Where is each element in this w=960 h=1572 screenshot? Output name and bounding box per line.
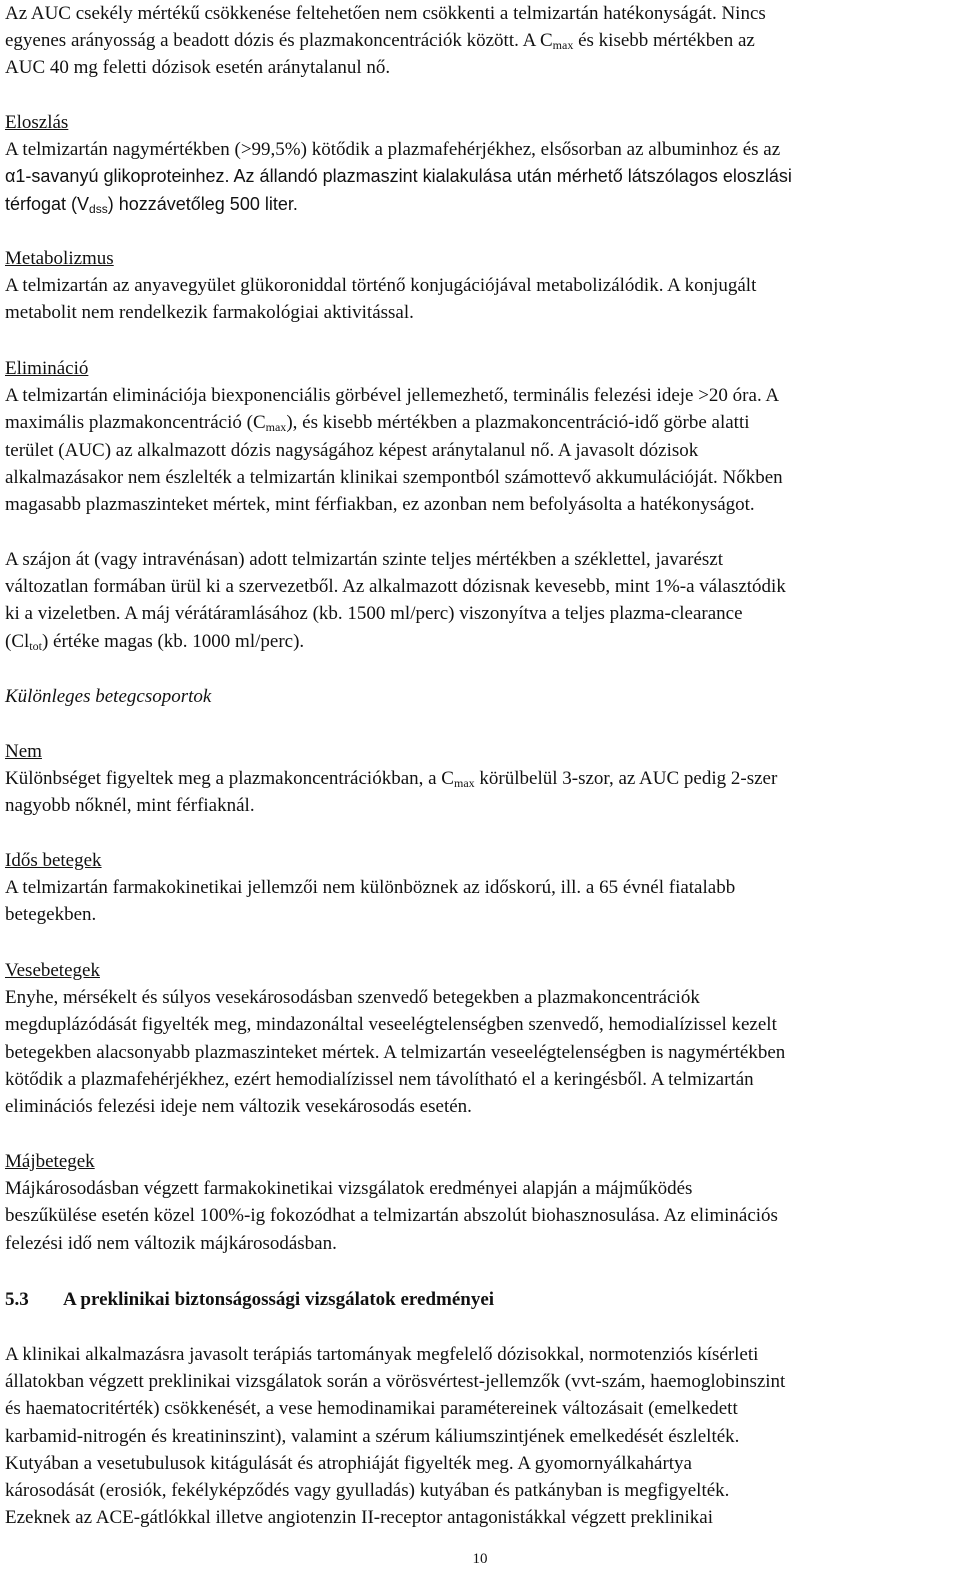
excretion-paragraph [5, 546, 955, 655]
page-number: 10 [472, 1551, 488, 1567]
text-line: metabolit nem rendelkezik farmakológiai aktivitással. [5, 302, 414, 324]
text-line: AUC 40 mg feletti dózisok esetén aránytalanul nő. [5, 57, 391, 79]
text-span: térfogat (V [5, 193, 90, 214]
section-heading: Idős betegek [5, 850, 102, 871]
section-heading: Vesebetegek [5, 960, 100, 981]
text-line: A szájon át (vagy intravénásan) adott telmizartán szinte teljes mértékben a széklettel, javarészt [5, 549, 724, 570]
text-span: ) értéke magas (kb. 1000 ml/perc). [41, 630, 305, 652]
text-line: Ezeknek az ACE-gátlókkal illetve angiotenzin II-receptor antagonistákkal végzett preklinikai [5, 1507, 713, 1529]
text-line: állatokban végzett preklinikai vizsgálatok során a vörösvértest-jellemzők (vvt-szám, haemoglobinszint [5, 1371, 786, 1393]
subscript: max [265, 420, 287, 435]
section-number: 5.3 [5, 1289, 29, 1310]
text-line: A telmizartán az anyavegyület glükoroniddal történő konjugációjával metabolizálódik. A konjugált [5, 275, 757, 297]
vese-section [5, 957, 955, 1120]
subscript: tot [29, 638, 42, 653]
section-title-text: A preklinikai biztonságossági vizsgálatok eredményei [63, 1289, 495, 1310]
text-line: betegekben. [5, 904, 97, 926]
text-line [5, 27, 955, 54]
text-line [5, 163, 955, 190]
text-line: A telmizartán farmakokinetikai jellemzői nem különböznek az időskorú, ill. a 65 évnél fiatalabb [5, 877, 736, 899]
text-span: Különbséget figyeltek meg a plazmakoncentrációkban, a C [5, 768, 454, 790]
text-line: A telmizartán nagymértékben (>99,5%) kötődik a plazmafehérjékhez, elsősorban az albuminhoz és az [5, 139, 781, 161]
text-line: és haematocritérték) csökkenését, a vese hemodinamikai paramétereinek változásait (emelkedett [5, 1398, 738, 1420]
text-span: maximális plazmakoncentráció (C [5, 412, 266, 434]
nem-section [5, 738, 955, 820]
text-span: és kisebb mértékben az [573, 30, 755, 52]
metabolizmus-section [5, 245, 955, 327]
text-line: karbamid-nitrogén és kreatininszint), valamint a szérum káliumszintjének emelkedését észlelték. [5, 1425, 740, 1447]
text-span: egyenes arányosság a beadott dózis és plazmakoncentrációk között. A C [5, 30, 553, 52]
text-line [5, 765, 955, 792]
text-line [5, 191, 955, 218]
eliminacio-section [5, 355, 955, 518]
text-span: körülbelül 3-szor, az AUC pedig 2-szer [474, 768, 778, 790]
text-span: α1-savanyú glikoproteinhez. [5, 166, 230, 187]
eloszlas-section [5, 109, 955, 218]
text-span: Az állandó plazmaszint kialakulása után mérhető látszólagos eloszlási [229, 166, 792, 187]
text-span: (Cl [5, 630, 30, 652]
text-span: ), és kisebb mértékben a plazmakoncentráció-idő görbe alatti [286, 412, 750, 434]
special-populations-heading-block [5, 683, 955, 710]
text-line: károsodását (erosiók, fekélyképződés vagy gyulladás) kutyában és patkányban is megfigyelték. [5, 1479, 730, 1501]
subscript: dss [89, 201, 108, 216]
section-heading: Májbetegek [5, 1151, 95, 1172]
section-heading: Eloszlás [5, 112, 69, 133]
text-line: A klinikai alkalmazásra javasolt terápiás tartományak megfelelő dózisokkal, normotenziós kísérleti [5, 1344, 759, 1365]
text-line: változatlan formában ürül ki a szervezetből. Az alkalmazott dózisnak kevesebb, mint 1%-a választódik [5, 576, 786, 598]
subsection-heading: Különleges betegcsoportok [5, 686, 212, 707]
text-line: felezési idő nem változik májkárosodásban. [5, 1232, 337, 1254]
section-title [5, 1286, 955, 1313]
text-line: megduplázódását figyelték meg, mindazonáltal veseelégtelenségben szenvedő, hemodialízissel kezelt [5, 1014, 777, 1036]
section-heading: Nem [5, 741, 42, 762]
text-line: betegekben alacsonyabb plazmaszinteket mértek. A telmizartán veseelégtelenségben is nagymértékben [5, 1041, 786, 1063]
text-line: magasabb plazmaszinteket mértek, mint férfiakban, ez azonban nem befolyásolta a hatékonyságot. [5, 493, 755, 515]
text-line: kötődik a plazmafehérjékhez, ezért hemodialízissel nem távolítható el a keringésből. A telmizartán [5, 1068, 754, 1090]
text-line: beszűkülése esetén közel 100%-ig fokozódhat a telmizartán abszolút biohasznosulása. Az eliminációs [5, 1205, 778, 1227]
subscript: max [552, 38, 574, 53]
text-line: Enyhe, mérsékelt és súlyos vesekárosodásban szenvedő betegekben a plazmakoncentrációk [5, 987, 700, 1009]
text-line: Kutyában a vesetubulusok kitágulását és atrophiáját figyelték meg. A gyomornyálkahártya [5, 1452, 692, 1474]
text-line [5, 409, 955, 436]
text-line: Májkárosodásban végzett farmakokinetikai vizsgálatok eredményei alapján a májműködés [5, 1178, 693, 1200]
maj-section [5, 1148, 955, 1257]
preclinical-paragraph [5, 1341, 955, 1531]
text-line: A telmizartán eliminációja biexponenciális görbével jellemezhető, terminális felezési ideje >20 óra. A [5, 385, 780, 407]
section-heading: Elimináció [5, 358, 89, 379]
text-line [5, 628, 955, 655]
section-heading: Metabolizmus [5, 248, 114, 269]
text-span: ) hozzávetőleg 500 liter. [107, 193, 298, 214]
text-line: nagyobb nőknél, mint férfiaknál. [5, 795, 255, 817]
text-line: alkalmazásakor nem észlelték a telmizartán klinikai szempontból számottevő akkumulációját. Nőkben [5, 466, 783, 488]
intro-paragraph [5, 0, 955, 82]
text-line: terület (AUC) az alkalmazott dózis nagyságához képest aránytalanul nő. A javasolt dózisok [5, 439, 699, 461]
subscript: max [453, 776, 475, 791]
text-line: ki a vizeletben. A máj vérátáramlásához (kb. 1500 ml/perc) viszonyítva a teljes plazma-clearance [5, 603, 743, 625]
text-line: eliminációs felezési ideje nem változik vesekárosodás esetén. [5, 1095, 472, 1117]
idos-section [5, 847, 955, 929]
text-line: Az AUC csekély mértékű csökkenése feltehetően nem csökkenti a telmizartán hatékonyságát. Nincs [5, 3, 766, 24]
section-5-3 [5, 1286, 955, 1313]
